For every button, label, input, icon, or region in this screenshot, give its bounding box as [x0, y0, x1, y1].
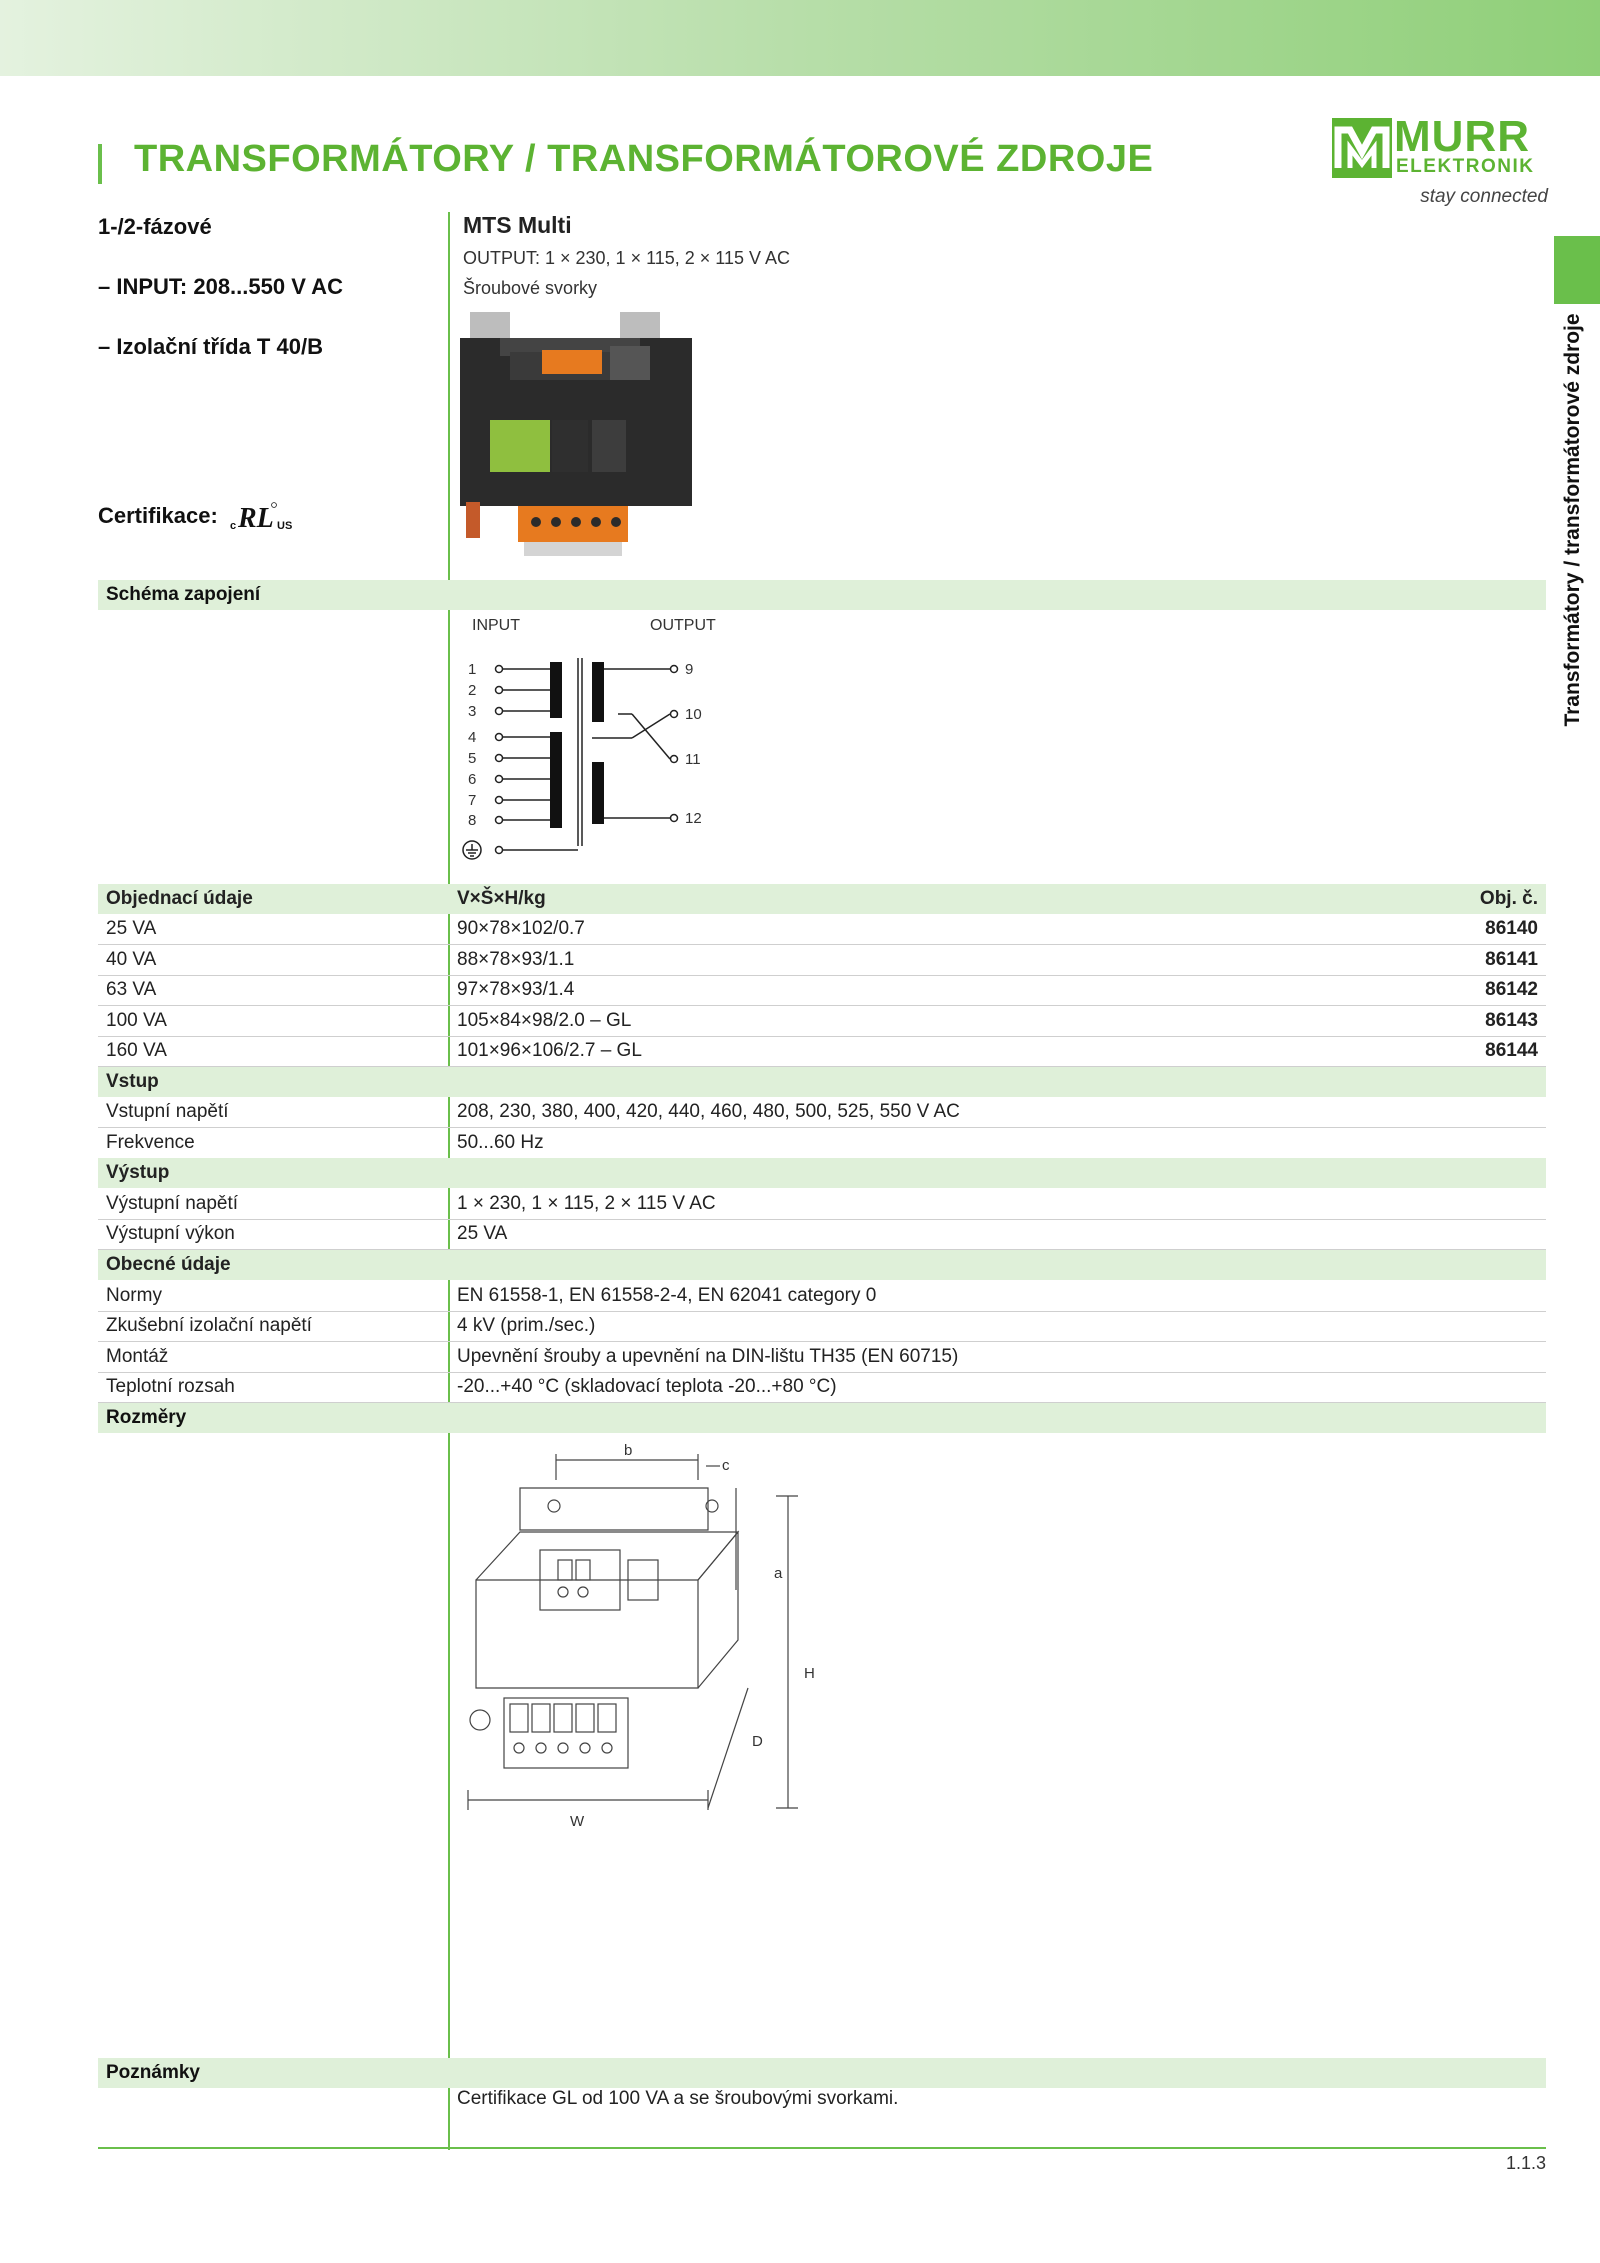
input-section-header [98, 1067, 1546, 1097]
product-name: MTS Multi [463, 212, 572, 238]
input-voltage-label: Vstupní napětí [106, 1101, 229, 1122]
side-tab-text: Transformátory / transformátorové zdroje [1561, 313, 1584, 727]
order-dims: 101×96×106/2.7 – GL [457, 1040, 642, 1061]
wiring-diagram [458, 618, 738, 870]
logo-sub: ELEKTRONIK [1396, 156, 1535, 177]
dim-label-a: a [774, 1565, 783, 1582]
section-notes [98, 2058, 1546, 2088]
input-section-title: Vstup [106, 1071, 159, 1092]
frequency-label: Frekvence [106, 1132, 195, 1153]
order-col-number: Obj. č. [1479, 888, 1538, 909]
pin-label: 10 [685, 706, 702, 723]
pin-label: 3 [468, 703, 477, 720]
frequency-value: 50...60 Hz [457, 1132, 544, 1153]
dimension-drawing [458, 1440, 828, 1840]
temperature-label: Teplotní rozsah [106, 1376, 235, 1397]
ul-listed-icon [230, 502, 292, 532]
test-voltage-label: Zkušební izolační napětí [106, 1315, 312, 1336]
feature-input: – INPUT: 208...550 V AC [98, 274, 343, 299]
pin-label: 5 [468, 750, 477, 767]
pin-label: 11 [685, 751, 701, 768]
order-col-dims: V×Š×H/kg [457, 888, 546, 909]
dim-label-h: H [804, 1665, 815, 1682]
table-row [98, 1342, 1546, 1373]
order-number: 86140 [1485, 918, 1538, 939]
mounting-label: Montáž [106, 1346, 169, 1367]
section-schema [98, 580, 1546, 610]
svg-text:RL: RL [237, 503, 274, 532]
order-power: 160 VA [106, 1040, 167, 1061]
page-title: TRANSFORMÁTORY / TRANSFORMÁTOROVÉ ZDROJE [134, 138, 1154, 180]
standards-label: Normy [106, 1285, 162, 1306]
logo-tagline: stay connected [1420, 186, 1548, 207]
pin-label: 9 [685, 661, 694, 678]
pin-label: 1 [468, 661, 477, 678]
pin-label: 4 [468, 729, 477, 746]
svg-text:US: US [276, 520, 292, 532]
table-row [98, 945, 1546, 976]
standards-value: EN 61558-1, EN 61558-2-4, EN 62041 category 0 [457, 1285, 877, 1306]
table-row [98, 1036, 1546, 1067]
bottom-divider [98, 2147, 1546, 2149]
section-schema-title: Schéma zapojení [106, 584, 261, 605]
top-banner [0, 0, 1600, 76]
order-number: 86143 [1485, 1010, 1538, 1031]
murr-logo-icon [1332, 118, 1392, 178]
section-notes-title: Poznámky [106, 2062, 200, 2083]
input-voltage-value: 208, 230, 380, 400, 420, 440, 460, 480, 500, 525, 550 V AC [457, 1101, 960, 1122]
logo-name: MURR [1394, 112, 1530, 161]
product-photo [460, 312, 695, 560]
order-number: 86141 [1485, 949, 1538, 970]
table-row [98, 1189, 1546, 1220]
pin-label: 8 [468, 812, 477, 829]
side-tab [1554, 236, 1600, 304]
order-dims: 105×84×98/2.0 – GL [457, 1010, 632, 1031]
feature-insulation: – Izolační třída T 40/B [98, 334, 323, 359]
output-section-title: Výstup [106, 1162, 170, 1183]
table-row [98, 1281, 1546, 1312]
table-row [98, 1311, 1546, 1342]
dim-label-w: W [570, 1813, 585, 1830]
output-power-value: 25 VA [457, 1223, 508, 1244]
order-power: 25 VA [106, 918, 157, 939]
table-row [98, 914, 1546, 945]
order-power: 100 VA [106, 1010, 167, 1031]
svg-text:c: c [229, 520, 237, 532]
output-voltage-value: 1 × 230, 1 × 115, 2 × 115 V AC [457, 1193, 716, 1214]
page-number: 1.1.3 [1505, 2153, 1546, 2173]
order-power: 63 VA [106, 979, 157, 1000]
dim-label-c: c [722, 1457, 730, 1474]
pin-label: 2 [468, 682, 477, 699]
feature-certification [98, 502, 292, 532]
section-dimensions-title: Rozměry [106, 1407, 187, 1428]
schema-output-label: OUTPUT [650, 618, 716, 634]
feature-phase: 1-/2-fázové [98, 214, 212, 239]
general-section-title: Obecné údaje [106, 1254, 231, 1275]
order-power: 40 VA [106, 949, 157, 970]
dim-label-b: b [624, 1442, 633, 1459]
notes-text: Certifikace GL od 100 VA a se šroubovými svorkami. [457, 2088, 899, 2109]
section-dimensions [98, 1403, 1546, 1433]
table-row [98, 1372, 1546, 1403]
table-row [98, 1219, 1546, 1250]
product-terminals: Šroubové svorky [463, 278, 598, 298]
murr-logo [1332, 112, 1548, 210]
order-dims: 97×78×93/1.4 [457, 979, 575, 1000]
pin-label: 7 [468, 792, 477, 809]
temperature-value: -20...+40 °C (skladovací teplota -20...+80 °C) [457, 1376, 837, 1397]
table-row [98, 1128, 1546, 1159]
order-header-row [98, 884, 1546, 914]
order-number: 86144 [1485, 1040, 1538, 1061]
cert-label: Certifikace: [98, 502, 218, 528]
pin-label: 12 [685, 810, 702, 827]
pin-label: 6 [468, 771, 477, 788]
mounting-value: Upevnění šrouby a upevnění na DIN-lištu TH35 (EN 60715) [457, 1346, 959, 1367]
test-voltage-value: 4 kV (prim./sec.) [457, 1315, 596, 1336]
order-title: Objednací údaje [106, 888, 253, 909]
output-voltage-label: Výstupní napětí [106, 1193, 239, 1214]
title-accent-bar [98, 144, 102, 184]
table-row [98, 975, 1546, 1006]
output-power-label: Výstupní výkon [106, 1223, 235, 1244]
product-output: OUTPUT: 1 × 230, 1 × 115, 2 × 115 V AC [463, 248, 791, 268]
order-dims: 88×78×93/1.1 [457, 949, 575, 970]
table-row [98, 1006, 1546, 1037]
schema-input-label: INPUT [472, 618, 520, 634]
table-row [98, 1097, 1546, 1128]
output-section-header [98, 1158, 1546, 1188]
general-section-header [98, 1250, 1546, 1280]
dim-label-d: D [752, 1733, 763, 1750]
order-dims: 90×78×102/0.7 [457, 918, 585, 939]
order-number: 86142 [1485, 979, 1538, 1000]
